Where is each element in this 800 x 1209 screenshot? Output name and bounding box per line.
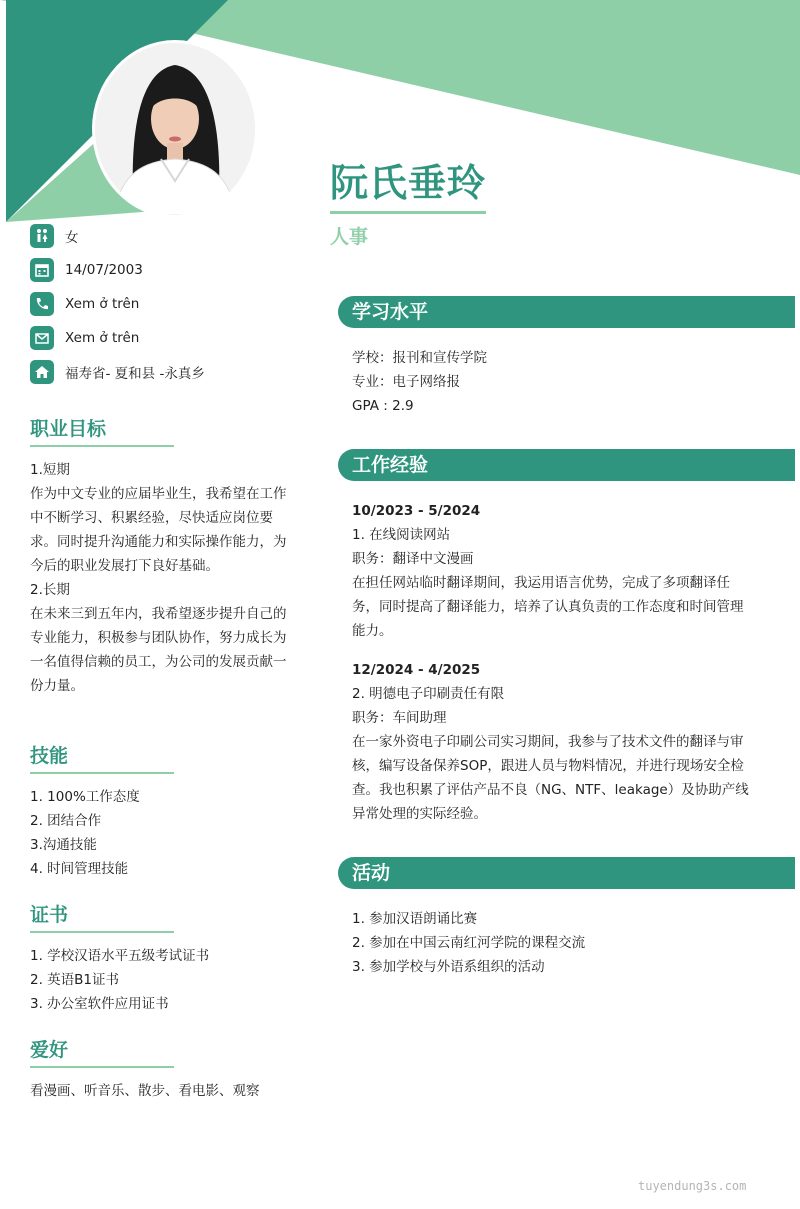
contact-address-text: 福寿省- 夏和县 -永真乡 xyxy=(65,366,205,382)
hobbies-heading: 爱好 xyxy=(30,1037,174,1068)
job-period: 12/2024 - 4/2025 xyxy=(352,662,481,678)
experience-job-1: 10/2023 - 5/2024 1. 在线阅读网站 职务：翻译中文漫画 在担任网站临时翻译期间，我运用语言优势，完成了多项翻译任 务，同时提高了翻译能力，培养了认真负责的工作态度和时间管理 能力。 xyxy=(352,499,764,643)
education-details: 学校：报刊和宣传学院 专业：电子网络报 GPA : 2.9 xyxy=(352,350,487,414)
list-item: 2. 团结合作 xyxy=(30,813,102,829)
job-company: 2. 明德电子印刷责任有限 xyxy=(352,686,505,702)
skills-heading: 技能 xyxy=(30,743,174,774)
activities-list xyxy=(352,907,764,979)
list-item: 2. 英语B1证书 xyxy=(30,972,120,988)
list-item: 3.沟通技能 xyxy=(30,837,97,853)
certificates-list xyxy=(30,944,302,1016)
person-silhouette-icon xyxy=(95,43,255,215)
experience-heading: 工作经验 xyxy=(338,449,795,481)
candidate-role: 人事 xyxy=(330,226,369,248)
hobbies-text: 看漫画、听音乐、散步、看电影、观察 xyxy=(30,1083,260,1099)
objective-text: 1.短期 作为中文专业的应届毕业生，我希望在工作 中不断学习、积累经验，尽快适应岗位要 求。同时提升沟通能力和实际操作能力，为 今后的职业发展打下良好基础。 2.长期 在未来三到五年内，我希望逐步提升自己的 专业能力，积极参与团队协作，努力成长为 一名值得信赖的员工，为公司的发展贡献一 份力量。 xyxy=(30,462,287,694)
list-item: 4. 时间管理技能 xyxy=(30,861,129,877)
watermark: tuyendung3s.com xyxy=(638,1179,747,1193)
home-icon xyxy=(30,360,54,384)
contact-email xyxy=(30,326,139,350)
list-item: 3. 办公室软件应用证书 xyxy=(30,996,169,1012)
list-item: 1. 参加汉语朗诵比赛 xyxy=(352,911,478,927)
contact-phone xyxy=(30,292,139,316)
phone-icon xyxy=(30,292,54,316)
job-company: 1. 在线阅读网站 xyxy=(352,527,451,543)
objective-heading: 职业目标 xyxy=(30,416,174,447)
contact-gender-text: 女 xyxy=(65,230,79,246)
contact-gender xyxy=(30,224,79,248)
contact-email-text: Xem ở trên xyxy=(65,330,140,346)
certificates-heading: 证书 xyxy=(30,902,174,933)
contact-address xyxy=(30,360,205,384)
profile-photo xyxy=(92,40,258,218)
list-item: 1. 100%工作态度 xyxy=(30,789,140,805)
job-position: 职务：车间助理 xyxy=(352,710,447,726)
contact-birthdate-text: 14/07/2003 xyxy=(65,262,143,278)
job-period: 10/2023 - 5/2024 xyxy=(352,503,481,519)
contact-birthdate xyxy=(30,258,143,282)
list-item: 3. 参加学校与外语系组织的活动 xyxy=(352,959,545,975)
skills-list xyxy=(30,785,302,881)
experience-job-2: 12/2024 - 4/2025 2. 明德电子印刷责任有限 职务：车间助理 在一家外资电子印刷公司实习期间，我参与了技术文件的翻译与审 核，编写设备保养SOP，跟进人员与物料情况，并进行现场安全检 查。我也积累了评估产品不良（NG、NTF、leakage）及协助产线 异常处理的实际经验。 xyxy=(352,658,764,826)
contact-phone-text: Xem ở trên xyxy=(65,296,140,312)
list-item: 1. 学校汉语水平五级考试证书 xyxy=(30,948,210,964)
calendar-icon xyxy=(30,258,54,282)
gender-icon xyxy=(30,224,54,248)
education-heading: 学习水平 xyxy=(338,296,795,328)
candidate-name: 阮氏垂玲 xyxy=(330,158,486,214)
email-icon xyxy=(30,326,54,350)
job-position: 职务：翻译中文漫画 xyxy=(352,551,474,567)
activities-heading: 活动 xyxy=(338,857,795,889)
list-item: 2. 参加在中国云南红河学院的课程交流 xyxy=(352,935,586,951)
